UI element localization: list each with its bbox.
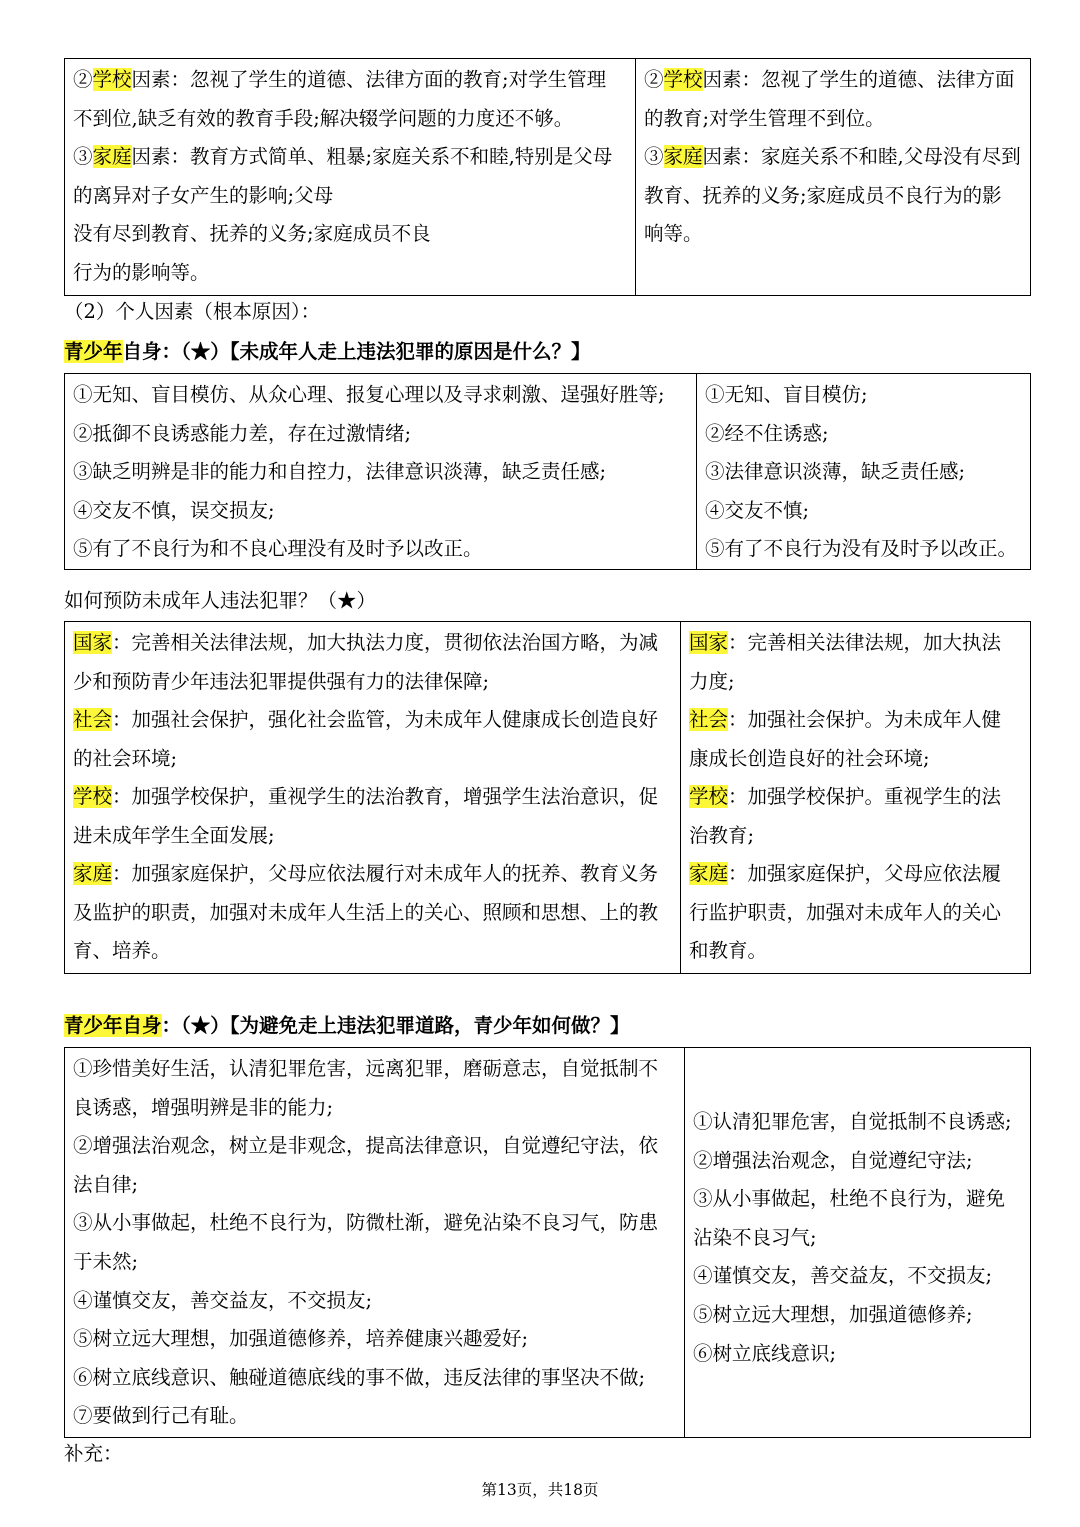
text-line bbox=[689, 778, 1022, 817]
text-segment: ：加强学校保护。重视学生的法 bbox=[728, 785, 1002, 808]
page-footer: 第13页，共18页 bbox=[481, 1481, 599, 1499]
text-line bbox=[73, 100, 627, 139]
text-line bbox=[73, 894, 672, 933]
section-heading: （2）个人因素（根本原因）： bbox=[64, 300, 321, 323]
table-left-cell bbox=[65, 59, 635, 295]
table-right-cell bbox=[696, 374, 1030, 569]
text-line: ④谨慎交友，善交益友，不交损友; bbox=[73, 1288, 373, 1312]
text-line bbox=[73, 932, 672, 971]
text-line bbox=[689, 663, 1022, 702]
text-line: ③从小事做起，杜绝不良行为，避免 bbox=[693, 1187, 1006, 1211]
table-social-factors bbox=[64, 58, 1031, 296]
text-segment: ③ bbox=[73, 145, 93, 168]
text-line: ①无知、盲目模仿; bbox=[705, 383, 868, 406]
text-segment: 不到位,缺乏有效的教育手段;解决辍学问题的力度还不够。 bbox=[73, 106, 574, 130]
highlight-keyword: 国家 bbox=[73, 631, 113, 654]
text-line: ③缺乏明辨是非的能力和自控力，法律意识淡薄，缺乏责任感; bbox=[73, 460, 607, 483]
text-line bbox=[73, 138, 627, 177]
text-line: ⑤树立远大理想，加强道德修养，培养健康兴趣爱好; bbox=[73, 1327, 529, 1351]
text-segment: 教育、抚养的义务;家庭成员不良行为的影 bbox=[644, 183, 1002, 207]
text-segment: 治教育; bbox=[689, 823, 755, 847]
text-line bbox=[644, 215, 1022, 254]
text-line: ③法律意识淡薄，缺乏责任感; bbox=[705, 460, 966, 483]
text-segment: ：完善相关法律法规，加大执法力度，贯彻依法治国方略，为减 bbox=[112, 631, 659, 654]
text-line bbox=[73, 663, 672, 702]
table-right-cell bbox=[684, 1048, 1030, 1437]
text-line bbox=[689, 624, 1022, 663]
text-segment: 因素：教育方式简单、粗暴;家庭关系不和睦,特别是父母 bbox=[131, 145, 613, 168]
text-line: ②经不住诱惑; bbox=[705, 421, 829, 445]
text-segment: 响等。 bbox=[644, 222, 703, 245]
text-line bbox=[689, 855, 1022, 894]
table-youth-actions bbox=[64, 1047, 1031, 1438]
text-line bbox=[73, 855, 672, 894]
text-line bbox=[73, 740, 672, 779]
table-left-cell bbox=[65, 622, 680, 973]
text-line bbox=[644, 61, 1022, 100]
text-line bbox=[689, 932, 1022, 971]
question-text: ：（★）【为避免走上违法犯罪道路，青少年如何做？】 bbox=[161, 1014, 630, 1037]
text-line: ④交友不慎，误交损友; bbox=[73, 498, 275, 522]
text-segment: 及监护的职责，加强对未成年人生活上的关心、照顾和思想、上的教 bbox=[73, 900, 659, 924]
text-line: ④交友不慎; bbox=[705, 498, 810, 522]
text-line bbox=[73, 778, 672, 817]
highlight-keyword: 家庭 bbox=[92, 145, 132, 168]
text-segment: 因素：家庭关系不和睦,父母没有尽到 bbox=[702, 145, 1021, 168]
highlight-keyword: 学校 bbox=[92, 68, 132, 91]
text-segment: 行为的影响等。 bbox=[73, 260, 210, 284]
text-line bbox=[644, 100, 1022, 139]
text-line bbox=[73, 701, 672, 740]
question-heading-1 bbox=[64, 336, 591, 364]
text-segment: ：加强社会保护，强化社会监管，为未成年人健康成长创造良好 bbox=[112, 708, 659, 731]
highlight-keyword: 青少年自身 bbox=[64, 1014, 162, 1037]
text-line: 法自律; bbox=[73, 1172, 139, 1196]
highlight-keyword: 学校 bbox=[689, 785, 729, 808]
text-segment: ② bbox=[73, 68, 93, 91]
text-line: ⑦要做到行己有耻。 bbox=[73, 1404, 249, 1428]
text-segment: 因素：忽视了学生的道德、法律方面的教育;对学生管理 bbox=[131, 68, 607, 91]
text-segment: 和教育。 bbox=[689, 939, 768, 962]
text-line: ②增强法治观念，自觉遵纪守法; bbox=[693, 1148, 973, 1172]
text-line: ①珍惜美好生活，认清犯罪危害，远离犯罪，磨砺意志，自觉抵制不 bbox=[73, 1057, 659, 1080]
text-line: ⑤有了不良行为没有及时予以改正。 bbox=[705, 537, 1018, 560]
text-segment: 康成长创造良好的社会环境; bbox=[689, 746, 930, 770]
text-line bbox=[689, 894, 1022, 933]
highlight-keyword: 青少年 bbox=[64, 340, 123, 363]
text-line bbox=[644, 177, 1022, 216]
text-line: ①认清犯罪危害，自觉抵制不良诱惑; bbox=[693, 1110, 1012, 1133]
text-line bbox=[689, 740, 1022, 779]
text-line: ③从小事做起，杜绝不良行为，防微杜渐，避免沾染不良习气，防患 bbox=[73, 1211, 659, 1235]
text-line: ⑥树立底线意识、触碰道德底线的事不做，违反法律的事坚决不做; bbox=[73, 1365, 646, 1389]
text-line: ②抵御不良诱惑能力差，存在过激情绪; bbox=[73, 421, 412, 445]
text-segment: 进未成年学生全面发展; bbox=[73, 823, 275, 847]
text-line bbox=[73, 177, 627, 216]
table-right-cell bbox=[680, 622, 1030, 973]
supplement-label: 补充： bbox=[64, 1442, 123, 1465]
text-segment: ：加强家庭保护，父母应依法履 bbox=[728, 862, 1002, 885]
text-segment: 的教育;对学生管理不到位。 bbox=[644, 106, 885, 130]
text-line bbox=[73, 254, 627, 293]
highlight-keyword: 家庭 bbox=[663, 145, 703, 168]
highlight-keyword: 社会 bbox=[689, 708, 729, 731]
text-segment: ② bbox=[644, 68, 664, 91]
text-line: ②增强法治观念，树立是非观念，提高法律意识，自觉遵纪守法，依 bbox=[73, 1134, 659, 1158]
highlight-keyword: 家庭 bbox=[689, 862, 729, 885]
text-line bbox=[73, 624, 672, 663]
text-line bbox=[689, 701, 1022, 740]
text-line: ⑤有了不良行为和不良心理没有及时予以改正。 bbox=[73, 537, 483, 560]
table-personal-reasons bbox=[64, 373, 1031, 570]
text-line: 良诱惑，增强明辨是非的能力; bbox=[73, 1095, 334, 1119]
text-line: 于未然; bbox=[73, 1249, 139, 1273]
text-segment: ：加强家庭保护，父母应依法履行对未成年人的抚养、教育义务 bbox=[112, 862, 659, 885]
text-line: ⑤树立远大理想，加强道德修养; bbox=[693, 1302, 973, 1326]
text-line bbox=[689, 817, 1022, 856]
text-line bbox=[73, 817, 672, 856]
highlight-keyword: 学校 bbox=[663, 68, 703, 91]
text-line: ①无知、盲目模仿、从众心理、报复心理以及寻求刺激、逞强好胜等; bbox=[73, 383, 665, 406]
highlight-keyword: 家庭 bbox=[73, 862, 113, 885]
highlight-keyword: 社会 bbox=[73, 708, 113, 731]
text-segment: 力度; bbox=[689, 669, 735, 693]
text-segment: 行监护职责，加强对未成年人的关心 bbox=[689, 900, 1002, 924]
table-prevention bbox=[64, 621, 1031, 974]
question-heading-3 bbox=[64, 1010, 630, 1038]
table-left-cell bbox=[65, 1048, 684, 1437]
text-line: ⑥树立底线意识; bbox=[693, 1341, 837, 1365]
text-line: 沾染不良习气; bbox=[693, 1225, 817, 1249]
text-line bbox=[73, 215, 627, 254]
text-segment: ：加强社会保护。为未成年人健 bbox=[728, 708, 1002, 731]
text-line bbox=[644, 138, 1022, 177]
text-segment: 因素：忽视了学生的道德、法律方面 bbox=[702, 68, 1015, 91]
text-segment: 少和预防青少年违法犯罪提供强有力的法律保障; bbox=[73, 669, 490, 693]
highlight-keyword: 国家 bbox=[689, 631, 729, 654]
text-line bbox=[73, 61, 627, 100]
text-segment: 没有尽到教育、抚养的义务;家庭成员不良 bbox=[73, 222, 431, 245]
question-text: 自身：（★）【未成年人走上违法犯罪的原因是什么？】 bbox=[122, 340, 591, 363]
text-line: ④谨慎交友，善交益友，不交损友; bbox=[693, 1264, 993, 1288]
text-segment: 育、培养。 bbox=[73, 939, 171, 962]
highlight-keyword: 学校 bbox=[73, 785, 113, 808]
table-right-cell bbox=[635, 59, 1030, 295]
text-segment: 的社会环境; bbox=[73, 746, 178, 770]
text-segment: ：完善相关法律法规，加大执法 bbox=[728, 631, 1002, 654]
text-segment: 的离异对子女产生的影响;父母 bbox=[73, 183, 334, 207]
table-left-cell bbox=[65, 374, 696, 569]
text-segment: ：加强学校保护，重视学生的法治教育，增强学生法治意识，促 bbox=[112, 785, 659, 808]
question-heading-2: 如何预防未成年人违法犯罪？（★） bbox=[64, 589, 377, 612]
text-segment: ③ bbox=[644, 145, 664, 168]
